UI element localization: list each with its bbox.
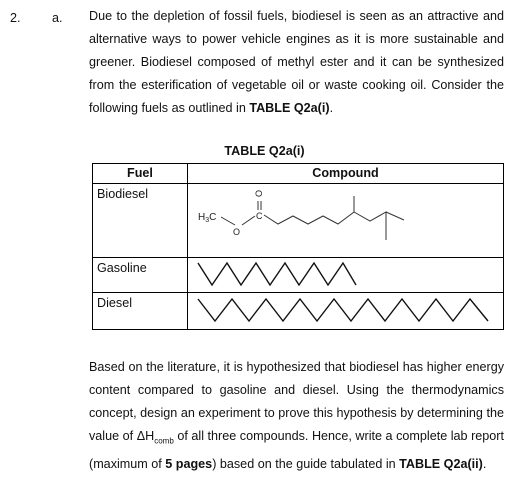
biodiesel-structure xyxy=(188,184,504,257)
chain-2 xyxy=(354,212,386,240)
closing-text-2: of all three compounds. Hence, write a complete lab report (maximum of xyxy=(89,429,504,471)
diesel-structure-cell xyxy=(188,293,504,330)
fuel-biodiesel: Biodiesel xyxy=(97,187,149,201)
table-row xyxy=(93,184,504,258)
header-compound: Compound xyxy=(188,164,504,184)
bond-1 xyxy=(221,217,235,225)
intro-table-ref: TABLE Q2a(i) xyxy=(249,101,330,115)
gasoline-chain xyxy=(198,263,356,285)
chain-3 xyxy=(386,212,404,220)
carbon-label: C xyxy=(256,211,263,221)
methyl-label: $H_3C$ xyxy=(198,212,217,224)
closing-text-3: ) based on the guide tabulated in xyxy=(212,456,400,471)
bond-2 xyxy=(242,216,255,225)
table-title: TABLE Q2a(i) xyxy=(224,144,305,158)
biodiesel-structure-cell xyxy=(188,184,504,258)
delta-h-subscript: comb xyxy=(154,436,174,446)
question-number: 2. xyxy=(10,11,21,25)
fuels-table xyxy=(92,163,504,330)
diesel-chain xyxy=(198,299,488,321)
chain-1 xyxy=(264,196,354,224)
delta-h: ΔH xyxy=(136,429,155,443)
intro-end: . xyxy=(329,101,334,115)
table-header-row xyxy=(93,164,504,184)
diesel-structure xyxy=(188,293,504,329)
closing-table-ref: TABLE Q2a(ii) xyxy=(399,456,483,471)
fuel-gasoline: Gasoline xyxy=(97,261,147,275)
closing-paragraph xyxy=(89,356,504,476)
gasoline-structure xyxy=(188,258,504,292)
closing-text-1: Based on the literature, it is hypothesized that biodiesel has higher energy content compared to gasoline and diesel. Using the thermodynamics concept, design an experiment to prove this hypothesis by determining the value of xyxy=(89,360,504,443)
fuel-diesel: Diesel xyxy=(97,296,132,310)
intro-paragraph xyxy=(89,5,504,120)
gasoline-structure-cell xyxy=(188,258,504,293)
table-row xyxy=(93,258,504,293)
carbonyl-oxygen-label: O xyxy=(254,189,264,197)
page-limit: 5 pages xyxy=(165,456,213,471)
intro-text: Due to the depletion of fossil fuels, biodiesel is seen as an attractive and alternative ways to power vehicle engines as it is more sustainable and greener. Biodiesel composed of methyl ester and it can be synthesized from the esterification of vegetable oil or waste cooking oil. Consider the following fuels as outlined in xyxy=(89,9,504,115)
oxygen-label: O xyxy=(233,227,241,237)
header-fuel: Fuel xyxy=(93,164,188,184)
question-part: a. xyxy=(52,11,63,25)
closing-end: . xyxy=(482,456,487,471)
table-row xyxy=(93,293,504,330)
